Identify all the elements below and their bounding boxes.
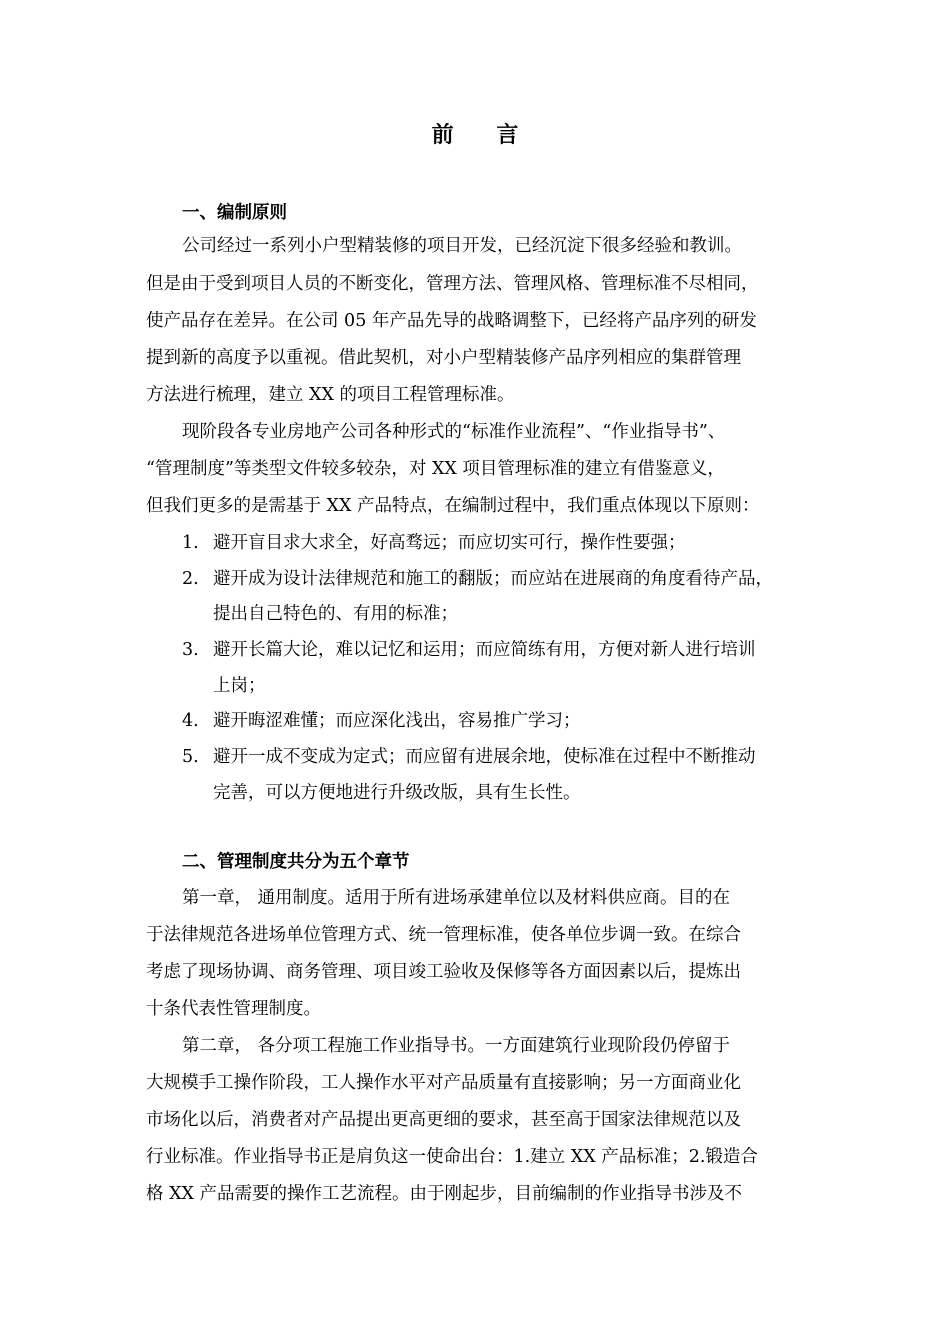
paragraph-line: 第一章， 通用制度。适用于所有进场承建单位以及材料供应商。目的在 (182, 888, 731, 908)
list-text: 避开成为设计法律规范和施工的翻版；而应站在进展商的角度看待产品， (213, 569, 773, 589)
paragraph-line: 公司经过一系列小户型精装修的项目开发，已经沉淀下很多经验和教训。 (182, 236, 742, 256)
list-item (182, 566, 852, 592)
list-text: 避开晦涩难懂；而应深化浅出，容易推广学习； (213, 711, 581, 731)
paragraph-line: 使产品存在差异。在公司 05 年产品先导的战略调整下，已经将产品序列的研发 (146, 311, 757, 331)
list-text: 避开盲目求大求全，好高骛远；而应切实可行，操作性要强； (213, 533, 686, 553)
section-heading-chapters: 二、管理制度共分为五个章节 (182, 852, 410, 872)
list-item (182, 708, 852, 734)
list-text: 避开一成不变成为定式；而应留有进展余地，使标准在过程中不断推动 (213, 747, 756, 767)
list-item (182, 744, 852, 770)
list-number: 4. (182, 711, 199, 731)
list-continuation: 提出自己特色的、有用的标准； (213, 604, 458, 624)
paragraph-line: 十条代表性管理制度。 (146, 999, 321, 1019)
paragraph-line: 市场化以后，消费者对产品提出更高更细的要求，甚至高于国家法律规范以及 (146, 1110, 741, 1130)
list-number: 1. (182, 533, 199, 553)
paragraph-line: 行业标准。作业指导书正是肩负这一使命出台：1.建立 XX 产品标准；2.锻造合 (146, 1147, 758, 1167)
list-item (182, 637, 852, 663)
paragraph-line: 考虑了现场协调、商务管理、项目竣工验收及保修等各方面因素以后，提炼出 (146, 962, 741, 982)
paragraph-line: 现阶段各专业房地产公司各种形式的“标准作业流程”、“作业指导书”、 (182, 422, 726, 442)
list-number: 3. (182, 640, 199, 660)
page-title: 前 言 (431, 122, 537, 148)
paragraph-line: 格 XX 产品需要的操作工艺流程。由于刚起步，目前编制的作业指导书涉及不 (146, 1184, 743, 1204)
paragraph-line: 第二章， 各分项工程施工作业指导书。一方面建筑行业现阶段仍停留于 (182, 1036, 731, 1056)
paragraph-line: “管理制度”等类型文件较多较杂，对 XX 项目管理标准的建立有借鉴意义， (146, 459, 725, 479)
paragraph-line: 大规模手工操作阶段，工人操作水平对产品质量有直接影响；另一方面商业化 (146, 1073, 741, 1093)
list-number: 2. (182, 569, 199, 589)
list-text: 避开长篇大论，难以记忆和运用；而应简练有用，方便对新人进行培训 (213, 640, 756, 660)
paragraph-line: 于法律规范各进场单位管理方式、统一管理标准，使各单位步调一致。在综合 (146, 925, 741, 945)
list-number: 5. (182, 747, 199, 767)
list-continuation: 完善，可以方便地进行升级改版，具有生长性。 (213, 783, 581, 803)
paragraph-line: 提到新的高度予以重视。借此契机，对小户型精装修产品序列相应的集群管理 (146, 348, 741, 368)
list-continuation: 上岗； (213, 676, 266, 696)
paragraph-line: 但是由于受到项目人员的不断变化，管理方法、管理风格、管理标准不尽相同， (146, 274, 759, 294)
list-item (182, 530, 852, 556)
paragraph-line: 但我们更多的是需基于 XX 产品特点，在编制过程中，我们重点体现以下原则： (146, 496, 760, 516)
section-heading-principles: 一、编制原则 (182, 203, 287, 223)
paragraph-line: 方法进行梳理，建立 XX 的项目工程管理标准。 (146, 385, 515, 405)
